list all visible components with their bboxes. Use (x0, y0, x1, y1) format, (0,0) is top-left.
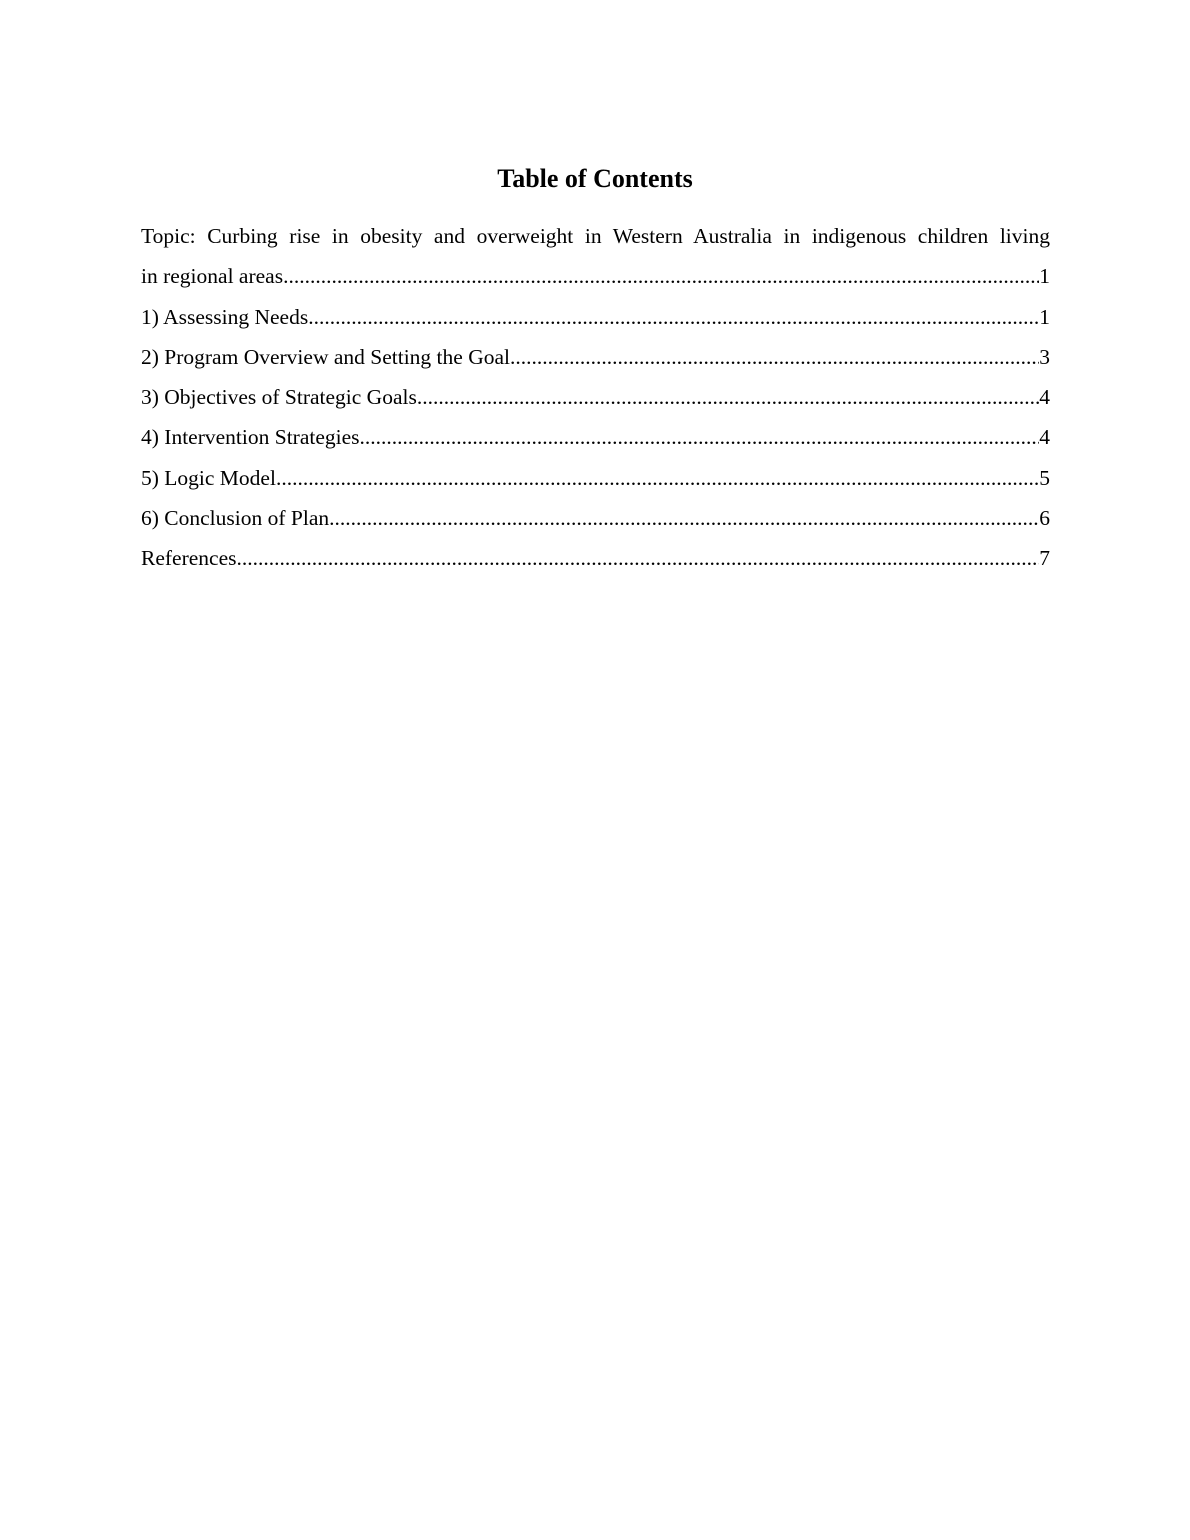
toc-page-number: 5 (1039, 465, 1050, 490)
toc-entry-assessing-needs[interactable] (141, 297, 1050, 337)
toc-entry-objectives[interactable] (141, 377, 1050, 417)
toc-entry-text-line1: Topic: Curbing rise in obesity and overweight in Western Australia in indigenous children living (141, 224, 1050, 248)
table-of-contents (141, 216, 1050, 579)
toc-page-number: 3 (1039, 344, 1050, 369)
toc-entry-text: 4) Intervention Strategies (141, 425, 360, 450)
toc-leader-dots (510, 337, 1039, 377)
toc-entry-intervention-strategies[interactable] (141, 417, 1050, 457)
toc-page-number: 7 (1039, 546, 1050, 571)
toc-leader-dots (329, 498, 1039, 538)
toc-leader-dots (417, 377, 1039, 417)
toc-page-number: 4 (1039, 425, 1050, 450)
toc-leader-dots (360, 417, 1040, 457)
toc-page-number: 6 (1039, 506, 1050, 531)
toc-leader-dots (283, 256, 1039, 296)
toc-entry-references[interactable] (141, 538, 1050, 578)
toc-leader-dots (276, 458, 1039, 498)
toc-leader-dots (308, 297, 1039, 337)
toc-entry-text: 3) Objectives of Strategic Goals (141, 385, 417, 410)
toc-heading: Table of Contents (497, 164, 693, 193)
toc-entry-text: 2) Program Overview and Setting the Goal (141, 344, 510, 369)
toc-entry-text: 1) Assessing Needs (141, 304, 309, 329)
toc-entry-text: in regional areas (141, 264, 284, 289)
toc-entry-text: 6) Conclusion of Plan (141, 506, 330, 531)
toc-leader-dots (237, 538, 1040, 578)
toc-entry-conclusion[interactable] (141, 498, 1050, 538)
toc-entry-text: References (141, 546, 237, 571)
toc-page-number: 1 (1039, 264, 1050, 289)
toc-entry-text: 5) Logic Model (141, 465, 276, 490)
toc-page-number: 1 (1039, 304, 1050, 329)
toc-entry-program-overview[interactable] (141, 337, 1050, 377)
toc-page-number: 4 (1039, 385, 1050, 410)
toc-entry-logic-model[interactable] (141, 458, 1050, 498)
toc-entry-topic[interactable] (141, 216, 1050, 297)
